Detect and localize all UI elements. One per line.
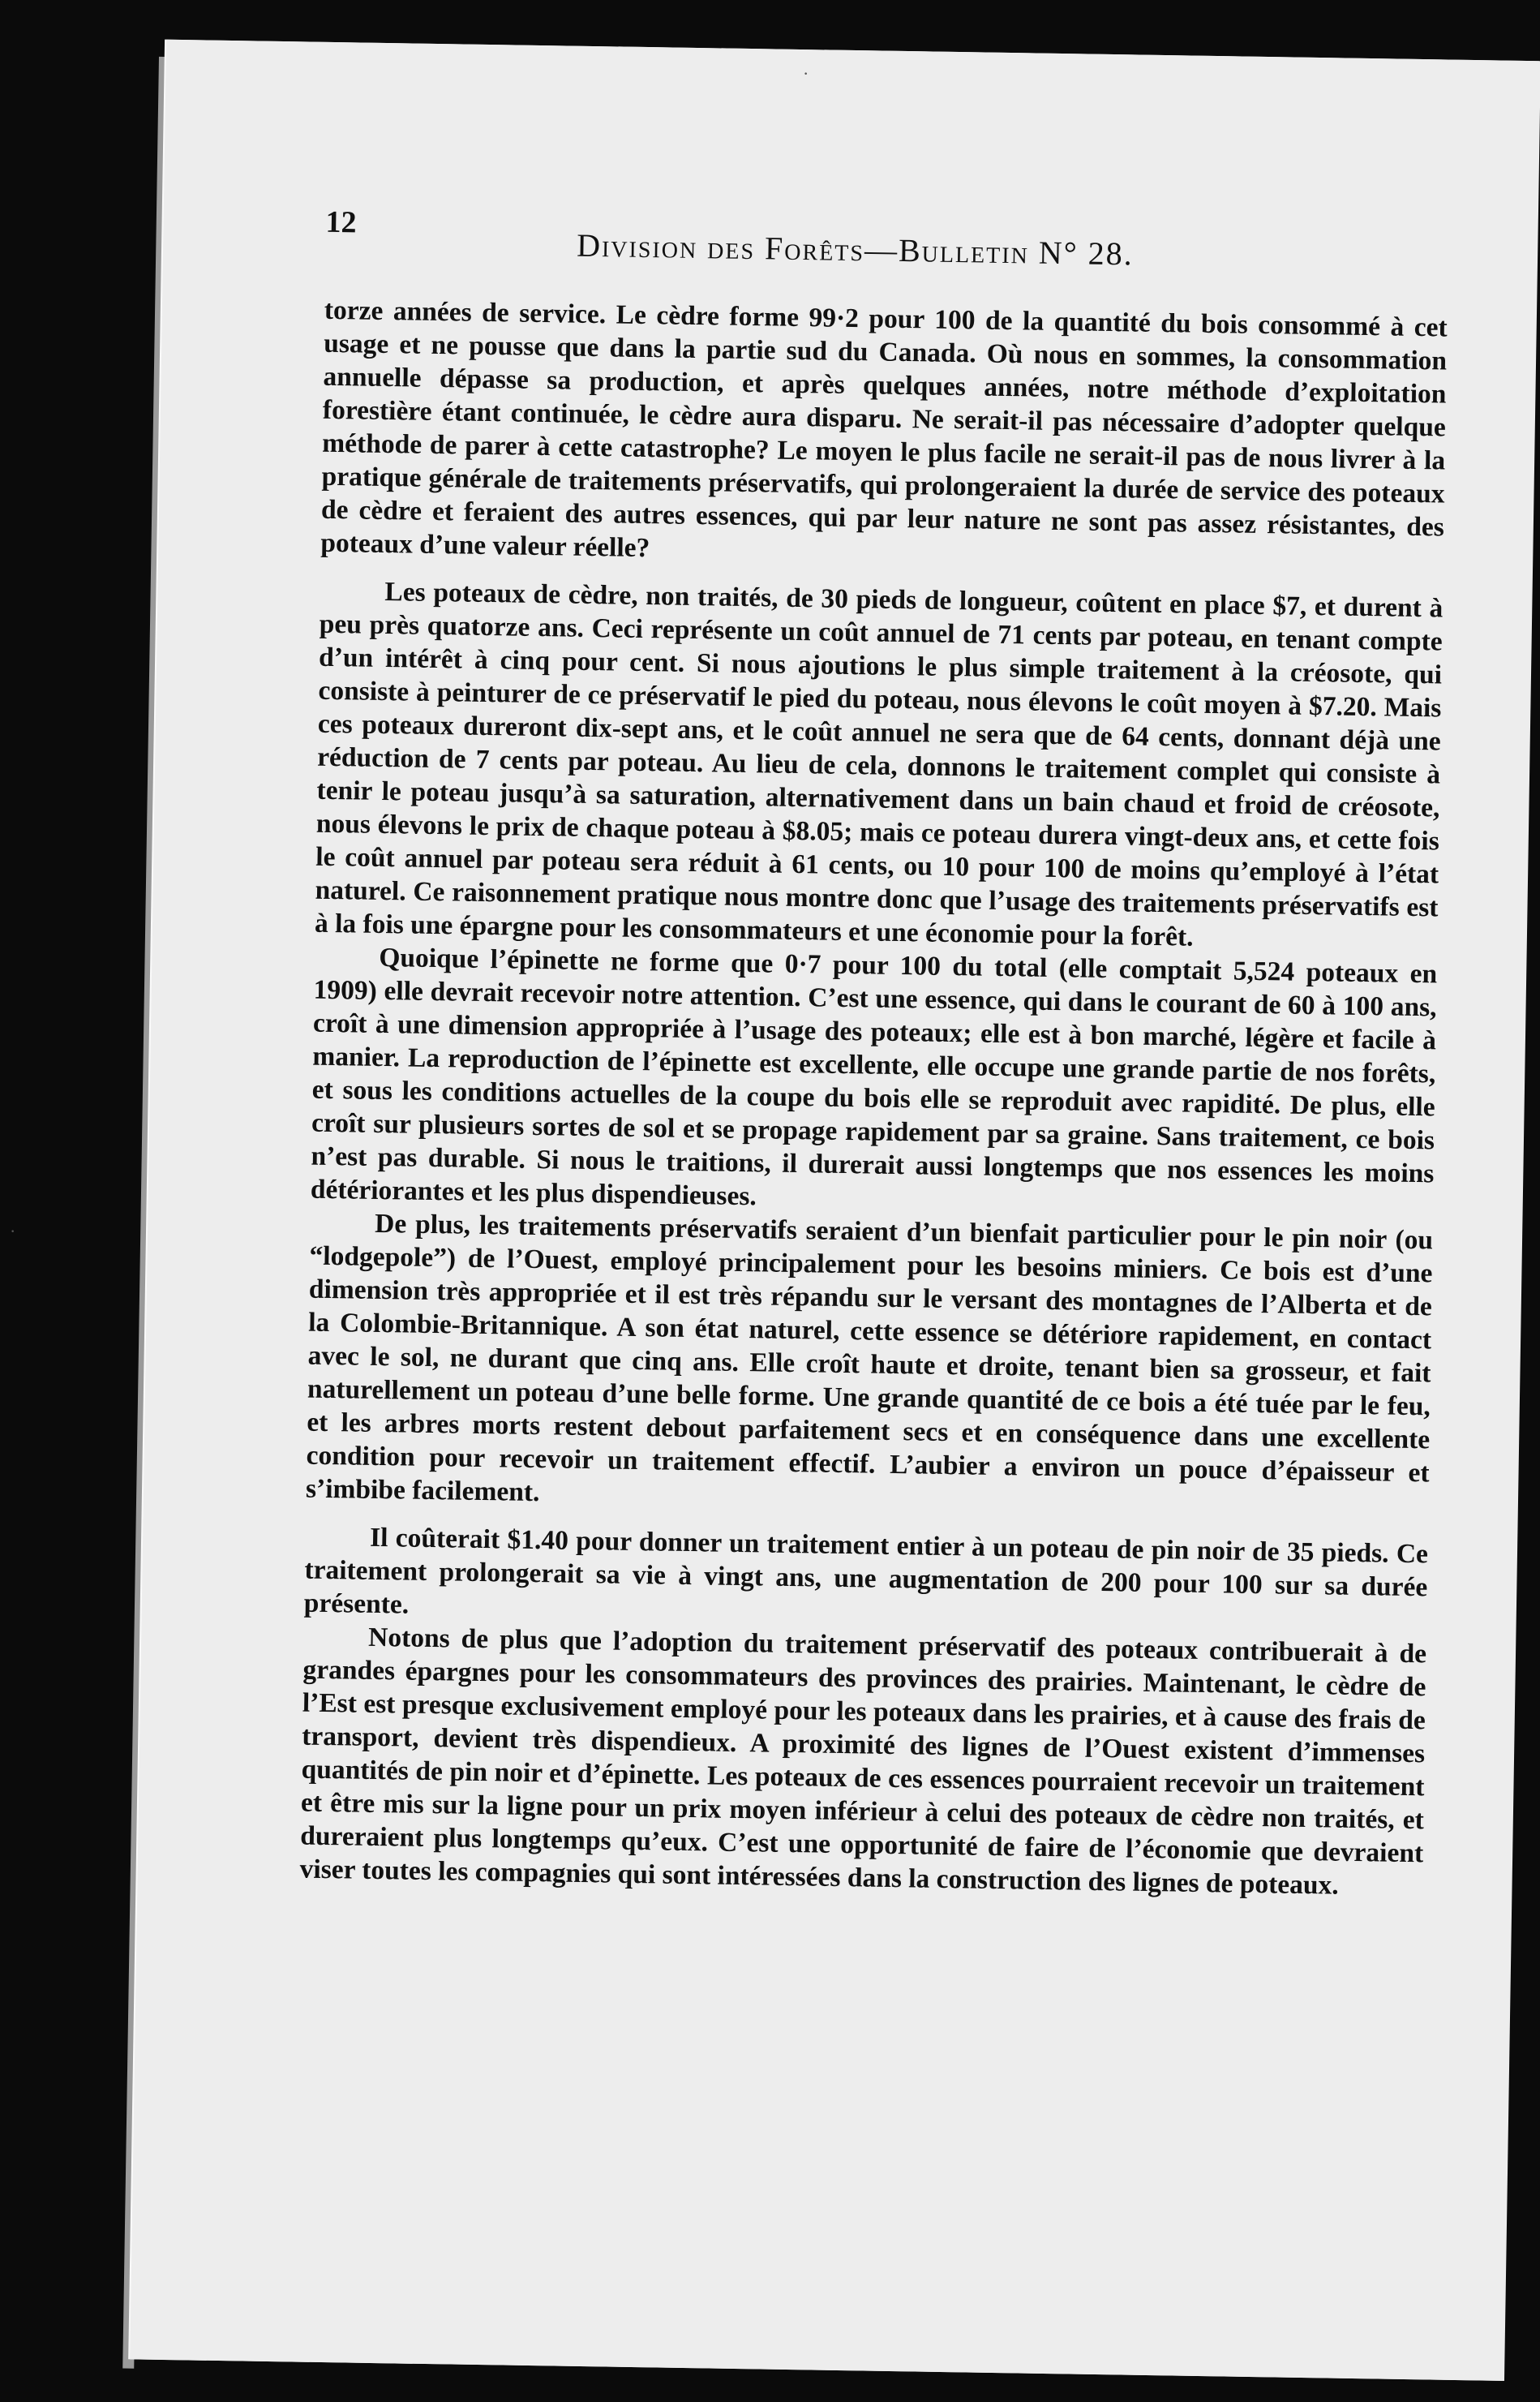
scan-speck: ·: [803, 63, 809, 84]
paragraph-1: torze années de service. Le cèdre forme 99·2 pour 100 de la quantité du bois consommé à cet usage et ne pousse que dans la partie sud du Canada. Où nous en sommes, la consommation annuelle dépasse sa production, et après quelques années, notre méthode d’exploitation forestière étant continuée, le cèdre aura disparu. Ne serait-il pas nécessaire d’adopter quelque méthode de parer à cette catastrophe? Le moyen le plus facile ne serait-il pas de nous livrer à la pratique générale de traitements préservatifs, qui prolongeraient la durée de service des poteaux de cèdre et feraient des autres essences, qui par leur nature ne sont pas assez résistantes, des poteaux d’une valeur réelle?: [320, 294, 1448, 564]
body-text: [299, 294, 1448, 1904]
paragraph-6: Notons de plus que l’adoption du traitement préservatif des poteaux contribuerait à de grandes épargnes pour les consommateurs des provinces des prairies. Maintenant, le cèdre de l’Est est presque exclusivement employé pour les poteaux dans les prairies, et à cause des frais de transport, devient très dispendieux. A proximité des lignes de l’Ouest existent d’immenses quantités de pin noir et d’épinette. Les poteaux de ces essences pourraient recevoir un traitement et être mis sur la ligne pour un prix moyen inférieur à celui des poteaux de cèdre non traités, et dureraient plus longtemps qu’eux. C’est une opportunité de faire de l’économie que devraient viser toutes les compagnies qui sont intéressées dans la construction des lignes de poteaux.: [299, 1622, 1427, 1901]
page-content: [299, 204, 1448, 1903]
paragraph-5: Il coûterait $1.40 pour donner un traitement entier à un poteau de pin noir de 35 pieds. Ce traitement prolongerait sa vie à vingt ans, une augmentation de 200 pour 100 sur sa durée présente.: [303, 1522, 1429, 1620]
page-number: 12: [325, 204, 357, 240]
page-header: [324, 204, 1449, 312]
paragraph-4: De plus, les traitements préservatifs seraient d’un bienfait particulier pour le pin noir (ou “lodgepole”) de l’Ouest, employé principalement pour les besoins miniers. Ce bois est d’une dimension très appropriée et il est très répandu sur le versant des montagnes de l’Alberta et de la Colombie-Britannique. A son état naturel, cette essence se détériore rapidement, en contact avec le sol, ne durant que cinq ans. Elle croît haute et droite, tenant bien sa grosseur, et fait naturellement un poteau d’une belle forme. Une grande quantité de ce bois a été tuée par le feu, et les arbres morts restent debout parfaitement secs et en conséquence dans une excellente condition pour recevoir un traitement effectif. L’aubier a environ un pouce d’épaisseur et s’imbibe facilement.: [305, 1208, 1434, 1508]
scan-speck: ·: [10, 1221, 16, 1241]
running-head: Division des Forêts—Bulletin N° 28.: [576, 226, 1135, 273]
document-page: [130, 40, 1540, 2381]
paragraph-3: Quoique l’épinette ne forme que 0·7 pour 100 du total (elle comptait 5,524 poteaux en 1909) elle devrait recevoir notre attention. C’est une essence, qui dans le courant de 60 à 100 ans, croît à une dimension appropriée à l’usage des poteaux; elle est à bon marché, légère et facile à manier. La reproduction de l’épinette est excellente, elle occupe une grande partie de nos forêts, et sous les conditions actuelles de la coupe du bois elle se reproduit avec rapidité. De plus, elle croît sur plusieurs sortes de sol et se propage rapidement par sa graine. Sans traitement, ce bois n’est pas durable. Si nous le traitions, il durerait aussi longtemps que nos essences les moins détériorantes et les plus dispendieuses.: [310, 942, 1438, 1212]
paragraph-2: Les poteaux de cèdre, non traités, de 30 pieds de longueur, coûtent en place $7, et durent à peu près quatorze ans. Ceci représente un coût annuel de 71 cents par poteau, en tenant compte d’un intérêt à cinq pour cent. Si nous ajoutions le plus simple traitement à la créosote, qui consiste à peinturer de ce préservatif le pied du poteau, nous élevons le coût moyen à $7.20. Mais ces poteaux dureront dix-sept ans, et le coût annuel ne sera que de 64 cents, donnant déjà une réduction de 7 cents par poteau. Au lieu de cela, donnons le traitement complet qui consiste à tenir le poteau jusqu’à sa saturation, alternativement dans un bain chaud et froid de créosote, nous élevons le prix de chaque poteau à $8.05; mais ce poteau durera vingt-deux ans, et cette fois le coût annuel par poteau sera réduit à 61 cents, ou 10 pour 100 de moins qu’employé à l’état naturel. Ce raisonnement pratique nous montre donc que l’usage des traitements préservatifs est à la fois une épargne pour les consommateurs et une économie pour la forêt.: [314, 577, 1443, 952]
